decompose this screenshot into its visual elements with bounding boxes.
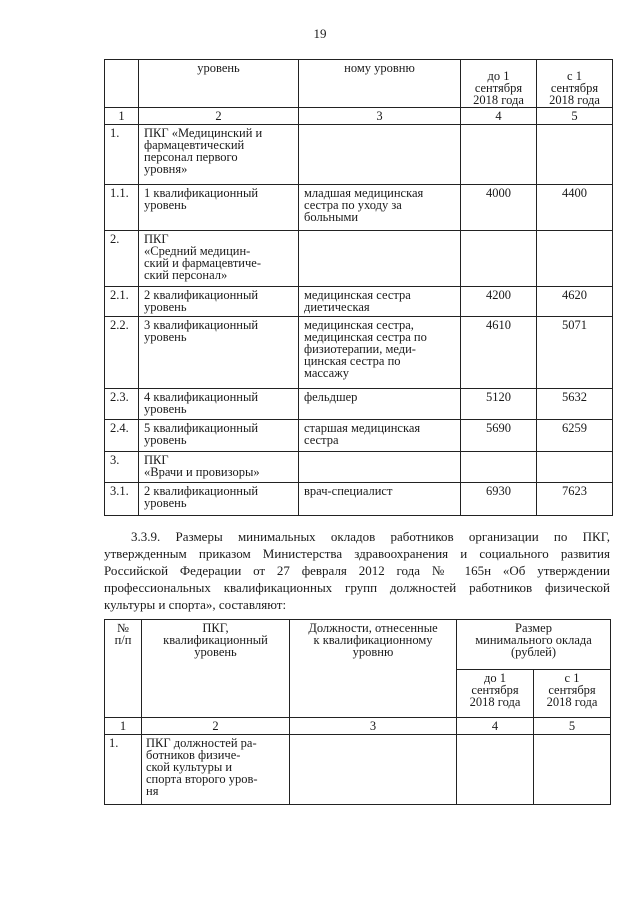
header-cell: Размер минимального оклада (рублей) (457, 620, 611, 670)
table-row (105, 735, 611, 805)
column-number: 2 (139, 108, 299, 125)
salary-after: 4400 (537, 185, 613, 231)
qualification-level: 3 квалификационный уровень (139, 317, 299, 389)
table-row (105, 317, 613, 389)
table-row (105, 420, 613, 452)
header-cell: с 1 сентября 2018 года (534, 670, 611, 718)
row-number: 2.1. (105, 287, 139, 317)
row-number: 2.4. (105, 420, 139, 452)
row-number: 2.2. (105, 317, 139, 389)
position (299, 125, 461, 185)
table-row (105, 231, 613, 287)
column-number: 5 (537, 108, 613, 125)
position: фельдшер (299, 389, 461, 420)
row-number: 1. (105, 125, 139, 185)
salary-after: 4620 (537, 287, 613, 317)
column-number: 1 (105, 718, 142, 735)
header-cell (105, 60, 139, 108)
position (299, 231, 461, 287)
table-row (105, 185, 613, 231)
position: старшая медицинская сестра (299, 420, 461, 452)
salary-after: 7623 (537, 483, 613, 516)
column-number: 3 (290, 718, 457, 735)
table-row (105, 125, 613, 185)
row-number: 2. (105, 231, 139, 287)
table-header-row (105, 620, 611, 670)
position: врач-специалист (299, 483, 461, 516)
salary-table-medical (104, 59, 613, 516)
salary-before (461, 452, 537, 483)
section-paragraph: 3.3.9. Размеры минимальных окладов работников организации по ПКГ, утвержденным приказом Министерства здравоохранения и социального развития Российской Федерации от 27 февраля 2012 года № 165н «Об утверждении профессиональных квалификационных групп должностей работников физической культуры и спорта», составляют: (104, 529, 610, 612)
salary-before (457, 735, 534, 805)
header-cell: ному уровню (299, 60, 461, 108)
column-number: 2 (142, 718, 290, 735)
header-cell: ПКГ, квалификационный уровень (142, 620, 290, 718)
qualification-level: 5 квалификационный уровень (139, 420, 299, 452)
qualification-level: ПКГ «Средний медицин- ский и фармацевтиче- ский персонал» (139, 231, 299, 287)
qualification-level: ПКГ должностей ра- ботников физиче- ской культуры и спорта второго уров- ня (142, 735, 290, 805)
header-cell: до 1 сентября 2018 года (461, 60, 537, 108)
table-row (105, 287, 613, 317)
salary-before: 4200 (461, 287, 537, 317)
row-number: 1.1. (105, 185, 139, 231)
table-row (105, 452, 613, 483)
salary-after (537, 231, 613, 287)
salary-table-sports (104, 619, 611, 805)
row-number: 3. (105, 452, 139, 483)
salary-before: 5120 (461, 389, 537, 420)
position (290, 735, 457, 805)
page-number: 19 (313, 26, 327, 41)
qualification-level: 2 квалификационный уровень (139, 483, 299, 516)
salary-after: 5632 (537, 389, 613, 420)
qualification-level: ПКГ «Врачи и провизоры» (139, 452, 299, 483)
column-numbering-row (105, 108, 613, 125)
table-row (105, 483, 613, 516)
qualification-level: 1 квалификационный уровень (139, 185, 299, 231)
row-number: 1. (105, 735, 142, 805)
header-cell: № п/п (105, 620, 142, 718)
column-number: 4 (461, 108, 537, 125)
column-numbering-row (105, 718, 611, 735)
qualification-level: 4 квалификационный уровень (139, 389, 299, 420)
salary-before: 4610 (461, 317, 537, 389)
position: медицинская сестра, медицинская сестра по физиотерапии, меди- цинская сестра по массажу (299, 317, 461, 389)
header-cell: до 1 сентября 2018 года (457, 670, 534, 718)
salary-after (534, 735, 611, 805)
column-number: 1 (105, 108, 139, 125)
qualification-level: 2 квалификационный уровень (139, 287, 299, 317)
qualification-level: ПКГ «Медицинский и фармацевтический персонал первого уровня» (139, 125, 299, 185)
position: младшая медицинская сестра по уходу за больными (299, 185, 461, 231)
position: медицинская сестра диетическая (299, 287, 461, 317)
header-cell: с 1 сентября 2018 года (537, 60, 613, 108)
table-header-row (105, 60, 613, 108)
header-cell: уровень (139, 60, 299, 108)
salary-after: 6259 (537, 420, 613, 452)
column-number: 4 (457, 718, 534, 735)
salary-before: 4000 (461, 185, 537, 231)
column-number: 3 (299, 108, 461, 125)
position (299, 452, 461, 483)
salary-after (537, 452, 613, 483)
salary-before: 6930 (461, 483, 537, 516)
row-number: 3.1. (105, 483, 139, 516)
salary-before (461, 231, 537, 287)
salary-before: 5690 (461, 420, 537, 452)
header-cell: Должности, отнесенные к квалификационному уровню (290, 620, 457, 718)
table-row (105, 389, 613, 420)
column-number: 5 (534, 718, 611, 735)
salary-after (537, 125, 613, 185)
salary-before (461, 125, 537, 185)
row-number: 2.3. (105, 389, 139, 420)
salary-after: 5071 (537, 317, 613, 389)
